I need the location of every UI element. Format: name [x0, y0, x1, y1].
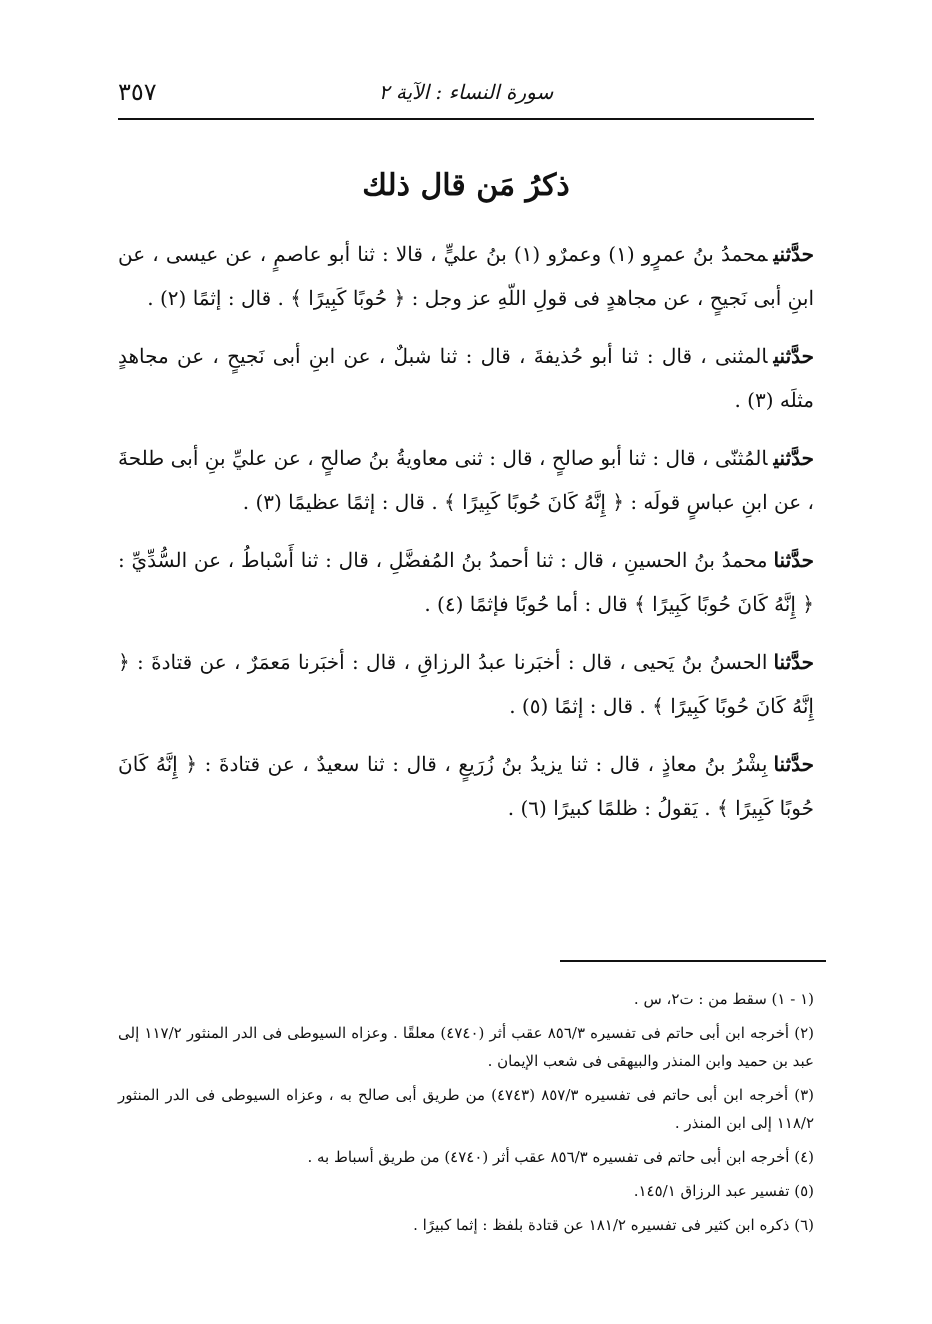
footnote: (٤) أخرجه ابن أبى حاتم فى تفسيره ٨٥٦/٣ عقب أثر (٤٧٤٠) من طريق أسباط به .: [307, 1148, 814, 1166]
footnotes: [118, 985, 814, 1245]
main-text: [118, 232, 814, 844]
paragraph: [118, 640, 814, 728]
narration-lead: حدَّثنا: [773, 752, 814, 776]
paragraph: [118, 334, 814, 422]
narration-lead: حدَّثني: [773, 344, 814, 368]
section-title: ذكرُ مَن قال ذلك: [362, 168, 570, 203]
paragraph-text: الحسنُ بنُ يَحيى ، قال : أخبَرنا عبدُ الرزاقِ ، قال : أخبَرنا مَعمَرٌ ، عن قتادةَ : ﴿ إِنَّهُ كَانَ حُوبًا كَبِيرًا ﴾ . قال : إثمًا (٥) .: [118, 650, 814, 718]
paragraph: [118, 436, 814, 524]
running-title: سورة النساء : الآية ٢: [378, 80, 554, 104]
narration-lead: حدَّثنا: [773, 548, 814, 572]
narration-lead: حدَّثني: [773, 446, 814, 470]
narration-lead: حدَّثنا: [773, 650, 814, 674]
footnote-divider: [560, 960, 826, 962]
footnote: (٦) ذكره ابن كثير فى تفسيره ١٨١/٢ عن قتادة بلفظ : إثما كبيرًا .: [413, 1216, 814, 1234]
paragraph: [118, 742, 814, 830]
paragraph-text: محمدُ بنُ عمرٍو (١) وعمرٌو (١) بنُ عليٍّ ، قالا : ثنا أبو عاصمٍ ، عن عيسى ، عن ابنِ أبى نَجيحٍ ، عن مجاهدٍ فى قولِ اللّهِ عز وجل : ﴿ حُوبًا كَبِيرًا ﴾ . قال : إثمًا (٢) .: [118, 242, 814, 310]
page-header: [118, 70, 814, 120]
footnote: (٥) تفسير عبد الرزاق ١٤٥/١.: [633, 1182, 814, 1200]
paragraph: [118, 232, 814, 320]
paragraph: [118, 538, 814, 626]
footnote: (٢) أخرجه ابن أبى حاتم فى تفسيره ٨٥٦/٣ عقب أثر (٤٧٤٠) معلقًا . وعزاه السيوطى فى الدر المنثور ١١٧/٢ إلى عبد بن حميد وابن المنذر والبيهقى فى شعب الإيمان .: [118, 1024, 815, 1070]
paragraph-text: بِشْرُ بنُ معاذٍ ، قال : ثنا يزيدُ بنُ زُرَيعٍ ، قال : ثنا سعيدٌ ، عن قتادةَ : ﴿ إِنَّهُ كَانَ حُوبًا كَبِيرًا ﴾ . يَقولُ : ظلمًا كبيرًا (٦) .: [118, 752, 814, 820]
paragraph-text: محمدُ بنُ الحسينِ ، قال : ثنا أحمدُ بنُ المُفضَّلِ ، قال : ثنا أَسْباطُ ، عن السُّدِّيِّ : ﴿ إِنَّهُ كَانَ حُوبًا كَبِيرًا ﴾ قال : أما حُوبًا فإثمًا (٤) .: [118, 548, 814, 616]
footnote: (٣) أخرجه ابن أبى حاتم فى تفسيره ٨٥٧/٣ (٤٧٤٣) من طريق أبى صالح به ، وعزاه السيوطى فى الدر المنثور ١١٨/٢ إلى ابن المنذر .: [118, 1086, 815, 1132]
paragraph-text: المثنى ، قال : ثنا أبو حُذيفةَ ، قال : ثنا شبلٌ ، عن ابنِ أبى نَجيحٍ ، عن مجاهدٍ مثلَه (٣) .: [118, 344, 814, 412]
page-number: ٣٥٧: [118, 78, 157, 106]
paragraph-text: المُثنّى ، قال : ثنا أبو صالحٍ ، قال : ثنى معاويةُ بنُ صالحٍ ، عن عليِّ بنِ أبى طلحةَ ، عن ابنِ عباسٍ قولَه : ﴿ إِنَّهُ كَانَ حُوبًا كَبِيرًا ﴾ . قال : إثمًا عظيمًا (٣) .: [118, 446, 814, 514]
footnote: (١ - ١) سقط من : ت٢، س .: [633, 990, 814, 1008]
narration-lead: حدَّثني: [773, 242, 814, 266]
